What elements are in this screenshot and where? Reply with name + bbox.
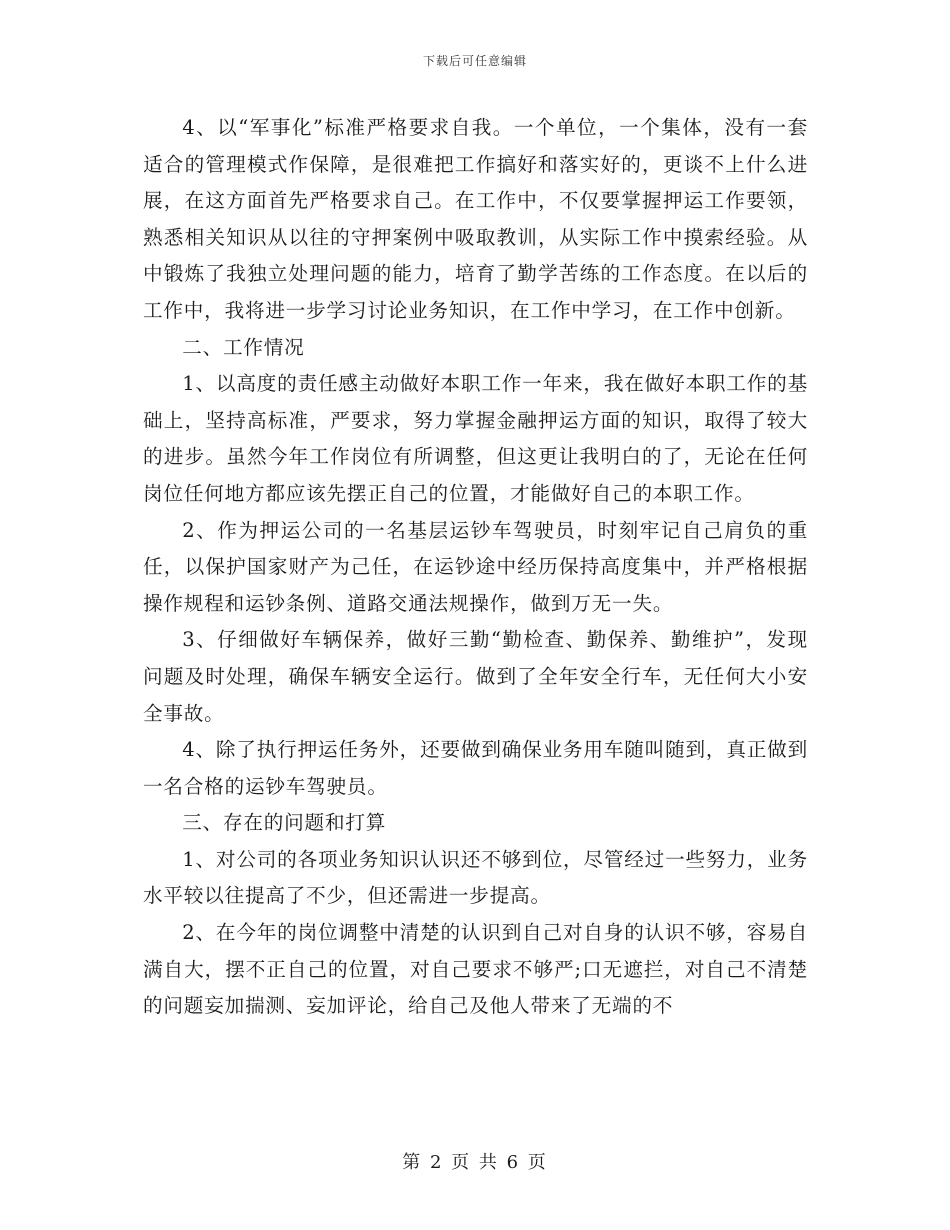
paragraph-vehicle-maintenance: 3、仔细做好车辆保养，做好三勤“勤检查、勤保养、勤维护”，发现问题及时处理，确保车辆安全运行。做到了全年安全行车，无任何大小安全事故。 <box>143 628 808 725</box>
page-number: 第 2 页 共 6 页 <box>402 1152 548 1173</box>
document-body <box>143 110 808 1025</box>
paragraph-driver-duty: 2、作为押运公司的一名基层运钞车驾驶员，时刻牢记自己肩负的重任，以保护国家财产为己任，在运钞途中经历保持高度集中，并严格根据操作规程和运钞条例、道路交通法规操作，做到万无一失。 <box>143 518 808 615</box>
section-heading-work-situation: 二、工作情况 <box>182 335 305 359</box>
paragraph-business-knowledge: 1、对公司的各项业务知识认识还不够到位，尽管经过一些努力，业务水平较以往提高了不少，但还需进一步提高。 <box>143 847 808 908</box>
paragraph-responsibility: 1、以高度的责任感主动做好本职工作一年来，我在做好本职工作的基础上，坚持高标准，严要求，努力掌握金融押运方面的知识，取得了较大的进步。虽然今年工作岗位有所调整，但这更让我明白的了，无论在任何岗位任何地方都应该先摆正自己的位置，才能做好自己的本职工作。 <box>143 372 808 505</box>
section-heading-problems-plans: 三、存在的问题和打算 <box>182 811 387 835</box>
page-header: 下载后可任意编辑 <box>422 54 527 68</box>
paragraph-military-standard: 4、以“军事化”标准严格要求自我。一个单位，一个集体，没有一套适合的管理模式作保障，是很难把工作搞好和落实好的，更谈不上什么进展，在这方面首先严格要求自己。在工作中，不仅要掌握押运工作要领，熟悉相关知识从以往的守押案例中吸取教训，从实际工作中摸索经验。从中锻炼了我独立处理问题的能力，培育了勤学苦练的工作态度。在以后的工作中，我将进一步学习讨论业务知识，在工作中学习，在工作中创新。 <box>143 116 808 322</box>
paragraph-self-awareness: 2、在今年的岗位调整中清楚的认识到自己对自身的认识不够，容易自满自大，摆不正自己的位置，对自己要求不够严;口无遮拦，对自己不清楚的问题妄加揣测、妄加评论，给自己及他人带来了无端的不 <box>143 921 808 1018</box>
paragraph-on-call: 4、除了执行押运任务外，还要做到确保业务用车随叫随到，真正做到一名合格的运钞车驾驶员。 <box>143 738 808 798</box>
